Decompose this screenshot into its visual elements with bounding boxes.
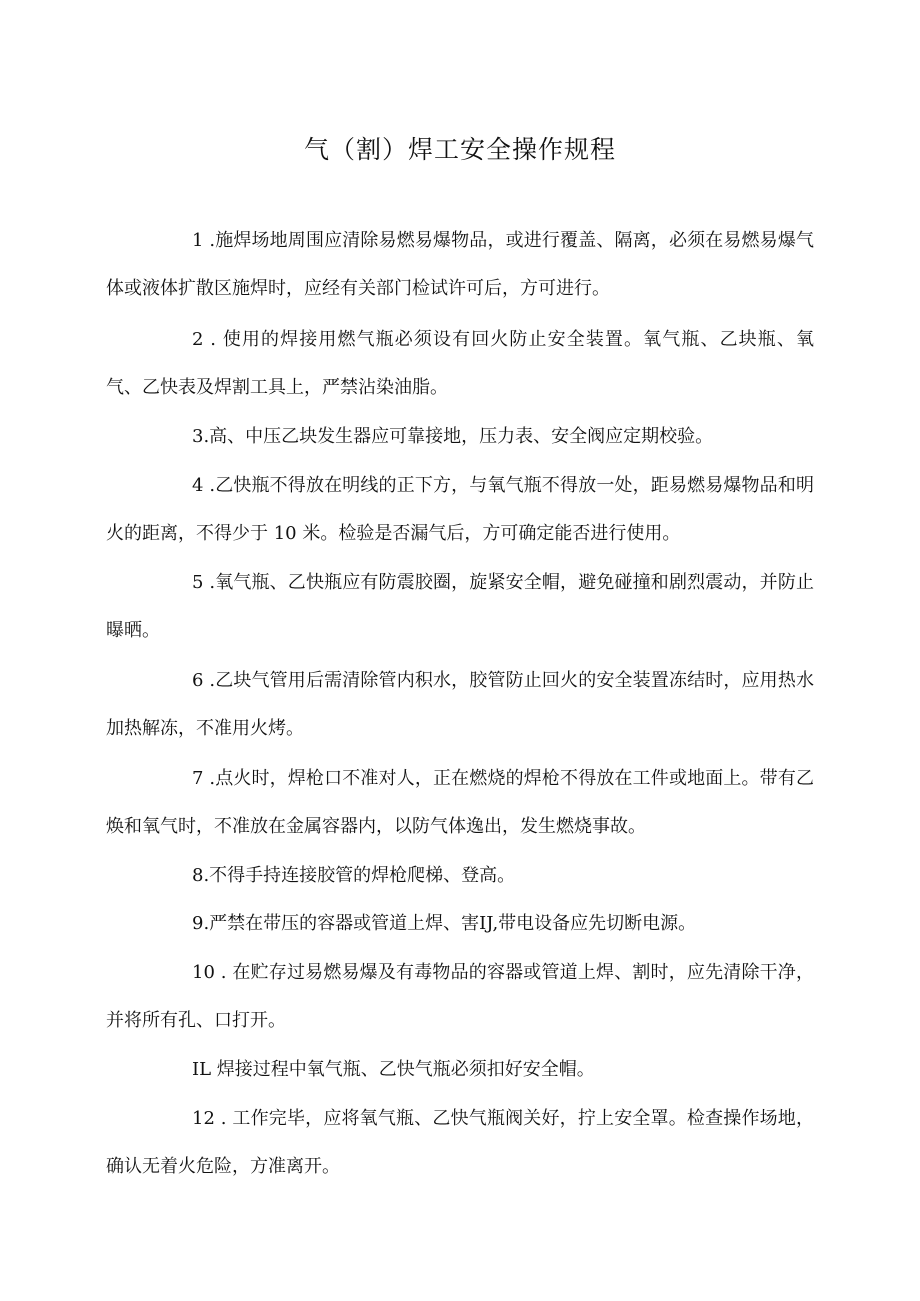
rule-item-3 [106, 413, 814, 461]
rule-number: 12 [192, 1108, 215, 1129]
rule-text: . 使用的焊接用燃气瓶必须设有回火防止安全装置。氧气瓶、乙块瓶、氧气、乙快表及焊割工具上，严禁沾染油脂。 [106, 329, 814, 398]
rule-number: 5 [192, 572, 204, 593]
rule-number: 10 [192, 962, 215, 983]
rule-item-2 [106, 316, 814, 412]
rule-text: .氧气瓶、乙快瓶应有防震胶圈，旋紧安全帽，避免碰撞和剧烈震动，并防止曝晒。 [106, 572, 814, 641]
rule-text: .乙快瓶不得放在明线的正下方，与氧气瓶不得放一处，距易燃易爆物品和明火的距离，不得少于 10 米。检验是否漏气后，方可确定能否进行使用。 [106, 475, 814, 544]
rule-text: .点火时，焊枪口不准对人，正在燃烧的焊枪不得放在工件或地面上。带有乙焕和氧气时，不准放在金属容器内，以防气体逸出，发生燃烧事故。 [106, 768, 814, 837]
rule-number: 9 [192, 913, 204, 934]
rule-text: .施焊场地周围应清除易燃易爆物品，或进行覆盖、隔离，必须在易燃易爆气体或液体扩散区施焊时，应经有关部门检试许可后，方可进行。 [106, 230, 814, 299]
rule-number: 1 [192, 230, 204, 251]
rule-item-10 [106, 949, 814, 1045]
rule-item-1 [106, 217, 814, 313]
rule-text: .严禁在带压的容器或管道上焊、害IJ,带电设备应先切断电源。 [203, 913, 697, 934]
document-title: 气（割）焊工安全操作规程 [303, 135, 616, 164]
rule-item-6 [106, 657, 814, 753]
rule-number: 3 [192, 426, 204, 447]
rule-text: .不得手持连接胶管的焊枪爬梯、登高。 [203, 865, 516, 886]
rule-item-12 [106, 1095, 814, 1191]
rule-item-8 [106, 852, 814, 900]
rule-text: .高、中压乙块发生器应可靠接地，压力表、安全阀应定期校验。 [203, 426, 714, 447]
rule-number: 8 [192, 865, 204, 886]
rule-number: 7 [192, 768, 204, 789]
rule-number: 4 [192, 475, 204, 496]
rule-item-5 [106, 559, 814, 655]
rule-number: 2 [192, 329, 204, 350]
rule-text: . 工作完毕，应将氧气瓶、乙快气瓶阀关好，拧上安全罩。检查操作场地，确认无着火危险，方准离开。 [106, 1108, 814, 1177]
rule-text: .乙块气管用后需清除管内积水，胶管防止回火的安全装置冻结时，应用热水加热解冻，不准用火烤。 [106, 670, 814, 739]
rule-item-7 [106, 755, 814, 851]
rule-text: . 在贮存过易燃易爆及有毒物品的容器或管道上焊、割时，应先清除干净，并将所有孔、口打开。 [106, 962, 814, 1031]
rule-item-4 [106, 462, 814, 558]
rule-item-11 [106, 1046, 814, 1094]
rule-item-9 [106, 900, 814, 948]
rule-number: 6 [192, 670, 204, 691]
rule-text: 焊接过程中氧气瓶、乙快气瓶必须扣好安全帽。 [211, 1059, 595, 1080]
rule-number: IL [192, 1059, 212, 1080]
